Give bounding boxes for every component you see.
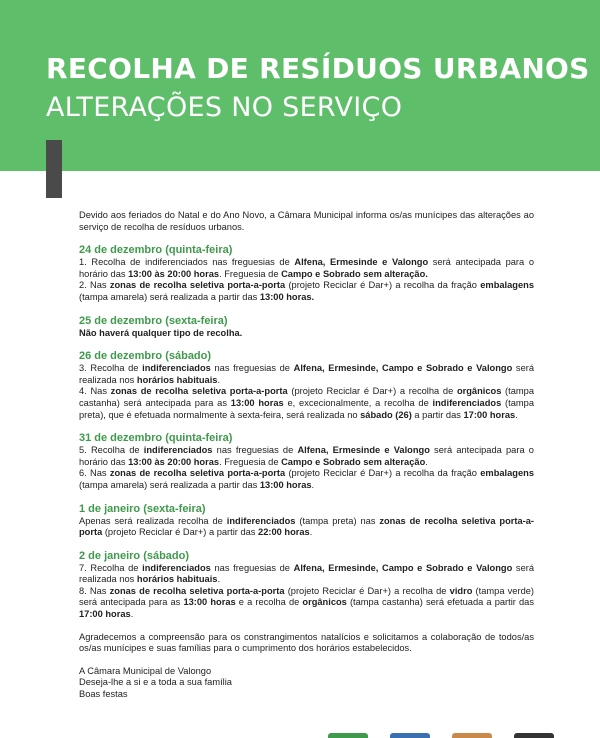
emphasis-text: orgânicos: [302, 597, 347, 608]
body-text: (tampa amarela) será realizada a partir das: [79, 479, 260, 490]
header-banner: [0, 0, 600, 171]
section-item: [79, 386, 534, 421]
schedule-section: [79, 503, 534, 539]
body-text: . Freguesia de: [219, 268, 282, 279]
emphasis-text: 17:00 horas: [79, 609, 131, 620]
page-subtitle: ALTERAÇÕES NO SERVIÇO: [46, 92, 403, 123]
section-item: [79, 328, 534, 340]
body-text: .: [515, 409, 518, 420]
body-text: .: [309, 527, 313, 538]
emphasis-text: horários habituais: [136, 374, 218, 385]
thanks-paragraph: Agradecemos a compreensão para os constrangimentos natalícios e solicitamos a colaboração de todos/as os/as munícipes e suas famílias para o cumprimento dos horários estabelecidos.: [79, 631, 534, 654]
emphasis-text: Alfena, Ermesinde, Campo e Sobrado e Valongo: [293, 562, 513, 573]
emphasis-text: 13:00 horas.: [259, 291, 315, 302]
emphasis-text: sábado (26): [360, 409, 412, 420]
body-text: (projeto Reciclar é Dar+) a recolha de: [287, 386, 457, 397]
body-text: (projeto Reciclar é Dar+) a partir das: [102, 527, 259, 538]
body-text: será realizada nos: [79, 562, 535, 585]
schedule-sections: [79, 244, 534, 620]
schedule-section: [79, 244, 534, 303]
emphasis-text: Campo e Sobrado sem alteração: [281, 456, 426, 467]
emphasis-text: indiferenciados: [143, 445, 213, 456]
emphasis-text: indiferenciados: [226, 515, 296, 526]
section-item: [79, 468, 534, 491]
emphasis-text: zonas de recolha seletiva porta-a-porta: [109, 468, 286, 479]
body-text: 6. Nas: [79, 468, 110, 479]
body-text: e, excecionalmente, a recolha de: [283, 397, 433, 408]
accent-bar: [46, 140, 62, 198]
section-item: [79, 563, 534, 586]
body-text: (tampa castanha) será antecipada para as: [79, 386, 534, 408]
emphasis-text: embalagens: [480, 468, 535, 479]
section-item: [79, 586, 534, 621]
body-text: .: [217, 574, 221, 585]
closing-line: Boas festas: [79, 689, 128, 700]
section-date-title: 31 de dezembro (quinta-feira): [79, 432, 233, 445]
emphasis-text: Alfena, Ermesinde e Valongo: [297, 445, 430, 456]
emphasis-text: zonas de recolha seletiva porta-a-porta: [79, 515, 535, 538]
emphasis-text: Não haverá qualquer tipo de recolha.: [79, 327, 243, 338]
emphasis-text: zonas de recolha seletiva porta-a-porta: [109, 280, 286, 291]
emphasis-text: orgânicos: [456, 386, 502, 397]
emphasis-text: 13:00 horas: [259, 479, 312, 490]
schedule-section: [79, 550, 534, 621]
emphasis-text: vidro: [449, 585, 473, 596]
closing-line: Deseja-lhe a si e a toda a sua família: [79, 677, 232, 688]
emphasis-text: Campo e Sobrado sem alteração.: [281, 268, 428, 279]
body-text: 8. Nas: [79, 585, 110, 596]
body-text: 2. Nas: [79, 280, 110, 291]
section-date-title: 26 de dezembro (sábado): [79, 350, 212, 363]
body-text: .: [217, 374, 221, 385]
blue-bin-icon: [390, 733, 430, 738]
body-text: será antecipada para o horário das: [79, 257, 534, 279]
body-text: (tampa amarela) será realizada a partir das: [79, 291, 260, 302]
body-text: (tampa preta), que é efetuada normalmente à sexta-feira, será realizada no: [79, 397, 534, 420]
closing-line: A Câmara Municipal de Valongo: [79, 665, 212, 676]
body-text: 7. Recolha de: [79, 562, 143, 573]
body-text: 1. Recolha de indiferenciados nas freguesias de: [79, 257, 295, 268]
body-text: Apenas será realizada recolha de: [79, 515, 227, 526]
body-text: nas freguesias de: [210, 562, 294, 573]
body-text: (projeto Reciclar é Dar+) a recolha da fração: [285, 468, 481, 479]
section-date-title: 2 de janeiro (sábado): [79, 549, 190, 562]
emphasis-text: 13:00 horas: [230, 397, 284, 408]
section-item: [79, 363, 534, 386]
emphasis-text: indiferenciados: [432, 397, 502, 408]
schedule-section: [79, 350, 534, 421]
emphasis-text: 13:00 horas: [183, 597, 236, 608]
schedule-section: [79, 432, 534, 491]
body-text: (projeto Reciclar é Dar+) a recolha de: [284, 585, 450, 596]
body-text: .: [130, 609, 134, 620]
section-date-title: 1 de janeiro (sexta-feira): [79, 502, 206, 515]
schedule-section: [79, 315, 534, 340]
body-text: nas freguesias de: [212, 445, 298, 456]
emphasis-text: 22:00 horas: [258, 527, 310, 538]
body-text: nas freguesias de: [210, 363, 294, 374]
body-text: (projeto Reciclar é Dar+) a recolha da fração: [285, 280, 481, 291]
green-bin-icon: [328, 733, 368, 738]
black-bin-icon: [514, 733, 554, 738]
emphasis-text: horários habituais: [136, 574, 218, 585]
section-date-title: 24 de dezembro (quinta-feira): [79, 244, 233, 257]
brown-bin-icon: [452, 733, 492, 738]
emphasis-text: indiferenciados: [142, 562, 211, 573]
recycling-bins-illustration: [0, 728, 600, 738]
emphasis-text: zonas de recolha seletiva porta-a-porta: [109, 585, 285, 596]
body-text: será antecipada para o horário das: [79, 445, 534, 467]
page-title: RECOLHA DE RESÍDUOS URBANOS: [46, 52, 590, 85]
emphasis-text: 17:00 horas: [463, 409, 516, 420]
body-text: (tampa castanha) será efetuada a partir das: [346, 597, 534, 608]
section-date-title: 25 de dezembro (sexta-feira): [79, 314, 228, 327]
body-text: 5. Recolha de: [79, 445, 144, 456]
emphasis-text: Alfena, Ermesinde, Campo e Sobrado e Valongo: [293, 363, 513, 374]
section-item: [79, 516, 534, 539]
body-text: .: [311, 479, 315, 490]
emphasis-text: 13:00 às 20:00 horas: [128, 456, 220, 467]
emphasis-text: indiferenciados: [142, 363, 211, 374]
body-text: (tampa preta) nas: [295, 515, 380, 526]
body-text: e a recolha de: [235, 597, 303, 608]
closing-signature: [79, 666, 534, 701]
section-item: [79, 445, 534, 468]
emphasis-text: Alfena, Ermesinde e Valongo: [294, 257, 429, 268]
body-text: . Freguesia de: [219, 456, 282, 467]
body-text: 4. Nas: [79, 386, 111, 397]
body-text: 3. Recolha de: [79, 363, 143, 374]
section-item: [79, 280, 534, 303]
body-text: será realizada nos: [79, 363, 535, 385]
intro-paragraph: Devido aos feriados do Natal e do Ano Novo, a Câmara Municipal informa os/as munícipes das alterações ao serviço de recolha de resíduos urbanos.: [79, 210, 534, 232]
emphasis-text: 13:00 às 20:00 horas: [128, 268, 220, 279]
section-item: [79, 257, 534, 280]
emphasis-text: zonas de recolha seletiva porta-a-porta: [110, 386, 288, 397]
body-text: .: [425, 456, 428, 467]
body-text: (tampa verde) será antecipada para as: [79, 585, 535, 608]
notice-body: [79, 210, 534, 701]
body-text: a partir das: [411, 409, 464, 420]
emphasis-text: embalagens: [480, 280, 535, 291]
